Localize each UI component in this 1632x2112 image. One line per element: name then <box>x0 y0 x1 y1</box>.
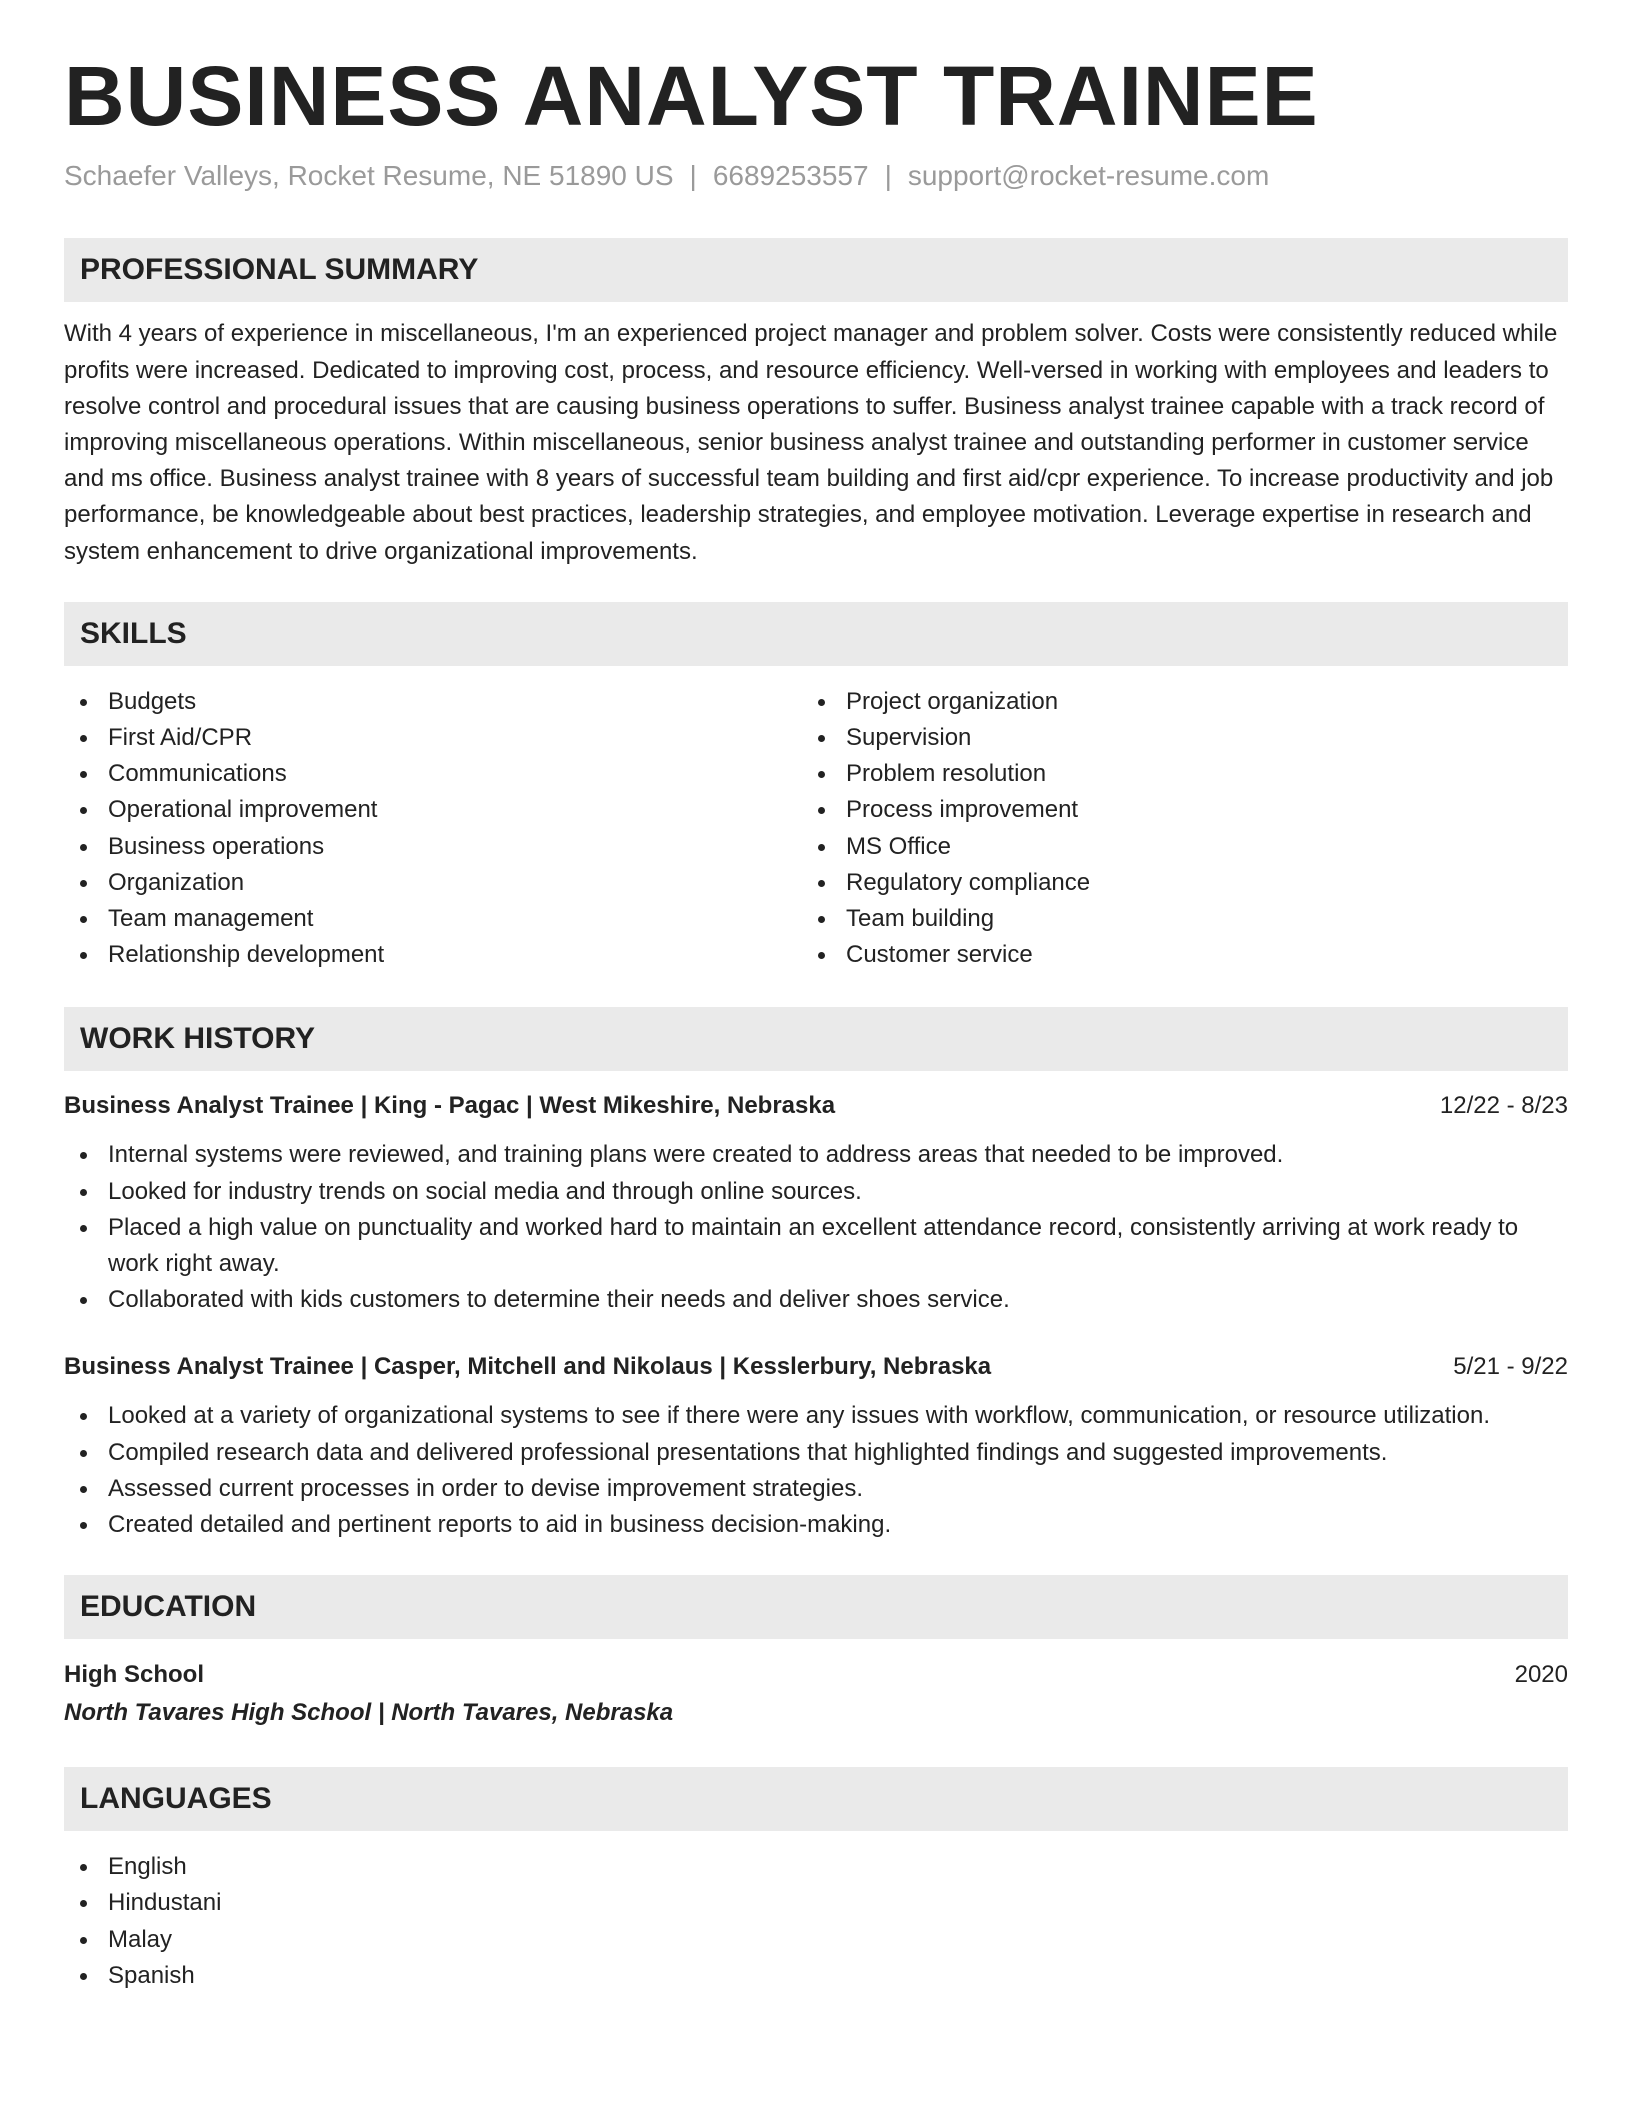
job-title: Business Analyst Trainee | Casper, Mitchell and Nikolaus | Kesslerbury, Nebraska <box>64 1353 992 1381</box>
bullet-icon <box>80 1225 87 1232</box>
skill-item: Process improvement <box>802 792 1540 828</box>
summary-text: With 4 years of experience in miscellaneous, I'm an experienced project manager and problem solver. Costs were consistently reduced while profits were increased. Dedicated to improving cost, process, and resource efficiency. Well-versed in working with employees and leaders to resolve control and procedural issues that are causing business operations to suffer. Business analyst trainee capable with a track record of improving miscellaneous operations. Within miscellaneous, senior business analyst trainee and outstanding performer in customer service and ms office. Business analyst trainee with 8 years of successful team building and first aid/cpr experience. To increase productivity and job performance, be knowledgeable about best practices, leadership strategies, and employee motivation. Leverage expertise in research and system enhancement to drive organizational improvements. <box>64 320 1558 565</box>
job-bullet: Internal systems were reviewed, and training plans were created to address areas that needed to be improved. <box>64 1137 1568 1173</box>
skill-item: Operational improvement <box>64 792 802 828</box>
education-year: 2020 <box>1514 1661 1568 1689</box>
summary-heading: PROFESSIONAL SUMMARY <box>64 238 1568 302</box>
skill-item: Regulatory compliance <box>802 865 1540 901</box>
skill-item: Communications <box>64 756 802 792</box>
bullet-icon <box>80 1973 87 1980</box>
skill-item: First Aid/CPR <box>64 720 802 756</box>
bullet-icon <box>80 1297 87 1304</box>
bullet-icon <box>80 1486 87 1493</box>
bullet-icon <box>80 1864 87 1871</box>
bullet-icon <box>80 1900 87 1907</box>
bullet-icon <box>80 1413 87 1420</box>
skills-heading: SKILLS <box>64 602 1568 666</box>
job-bullet: Compiled research data and delivered professional presentations that highlighted findings and suggested improvements. <box>64 1435 1568 1471</box>
contact-phone: 6689253557 <box>712 160 869 192</box>
skills-list <box>64 684 1568 974</box>
job-bullet: Looked at a variety of organizational systems to see if there were any issues with workflow, communication, or resource utilization. <box>64 1398 1568 1434</box>
bullet-icon <box>818 916 825 923</box>
job-bullet: Collaborated with kids customers to determine their needs and deliver shoes service. <box>64 1282 1568 1318</box>
skill-item: Supervision <box>802 720 1540 756</box>
skill-item: Team management <box>64 901 802 937</box>
job-bullets <box>64 1137 1568 1318</box>
job-bullets <box>64 1398 1568 1543</box>
skill-item: Business operations <box>64 829 802 865</box>
languages-heading: LANGUAGES <box>64 1767 1568 1831</box>
bullet-icon <box>818 699 825 706</box>
skills-column-left <box>64 684 802 974</box>
bullet-icon <box>80 916 87 923</box>
contact-separator: | <box>689 160 697 192</box>
resume-name: BUSINESS ANALYST TRAINEE <box>64 49 1319 143</box>
education-header <box>64 1657 1568 1693</box>
bullet-icon <box>818 735 825 742</box>
bullet-icon <box>818 952 825 959</box>
contact-address: Schaefer Valleys, Rocket Resume, NE 51890 US <box>64 160 674 192</box>
education-entry <box>64 1657 1568 1733</box>
bullet-icon <box>80 771 87 778</box>
skills-column-right <box>802 684 1540 974</box>
language-item: Hindustani <box>64 1885 1568 1921</box>
job-header <box>64 1350 1568 1384</box>
bullet-icon <box>80 1522 87 1529</box>
bullet-icon <box>818 844 825 851</box>
bullet-icon <box>80 1152 87 1159</box>
language-item: Malay <box>64 1922 1568 1958</box>
education-school: North Tavares High School | North Tavares, Nebraska <box>64 1699 674 1727</box>
skill-item: Team building <box>802 901 1540 937</box>
bullet-icon <box>80 952 87 959</box>
skill-item: Budgets <box>64 684 802 720</box>
bullet-icon <box>818 771 825 778</box>
contact-separator: | <box>884 160 892 192</box>
bullet-icon <box>80 1937 87 1944</box>
job-bullet: Looked for industry trends on social media and through online sources. <box>64 1174 1568 1210</box>
bullet-icon <box>80 699 87 706</box>
bullet-icon <box>818 807 825 814</box>
language-item: Spanish <box>64 1958 1568 1994</box>
contact-line <box>64 160 1568 192</box>
job-entry <box>64 1089 1568 1318</box>
skill-item: Relationship development <box>64 937 802 973</box>
bullet-icon <box>80 1189 87 1196</box>
skill-item: MS Office <box>802 829 1540 865</box>
language-item: English <box>64 1849 1568 1885</box>
skill-item: Problem resolution <box>802 756 1540 792</box>
bullet-icon <box>80 807 87 814</box>
bullet-icon <box>818 880 825 887</box>
job-bullet: Placed a high value on punctuality and worked hard to maintain an excellent attendance record, consistently arriving at work ready to work right away. <box>64 1210 1568 1282</box>
education-heading: EDUCATION <box>64 1575 1568 1639</box>
bullet-icon <box>80 1450 87 1457</box>
skill-item: Project organization <box>802 684 1540 720</box>
bullet-icon <box>80 735 87 742</box>
education-degree: High School <box>64 1661 204 1689</box>
job-bullet: Created detailed and pertinent reports to aid in business decision-making. <box>64 1507 1568 1543</box>
languages-list <box>64 1849 1568 1994</box>
skill-item: Customer service <box>802 937 1540 973</box>
bullet-icon <box>80 880 87 887</box>
job-dates: 5/21 - 9/22 <box>1453 1353 1568 1381</box>
job-header <box>64 1089 1568 1123</box>
work-history-heading: WORK HISTORY <box>64 1007 1568 1071</box>
contact-email: support@rocket-resume.com <box>907 160 1270 192</box>
job-title: Business Analyst Trainee | King - Pagac | West Mikeshire, Nebraska <box>64 1092 836 1120</box>
job-entry <box>64 1350 1568 1543</box>
bullet-icon <box>80 844 87 851</box>
job-bullet: Assessed current processes in order to devise improvement strategies. <box>64 1471 1568 1507</box>
job-dates: 12/22 - 8/23 <box>1439 1092 1568 1120</box>
skill-item: Organization <box>64 865 802 901</box>
